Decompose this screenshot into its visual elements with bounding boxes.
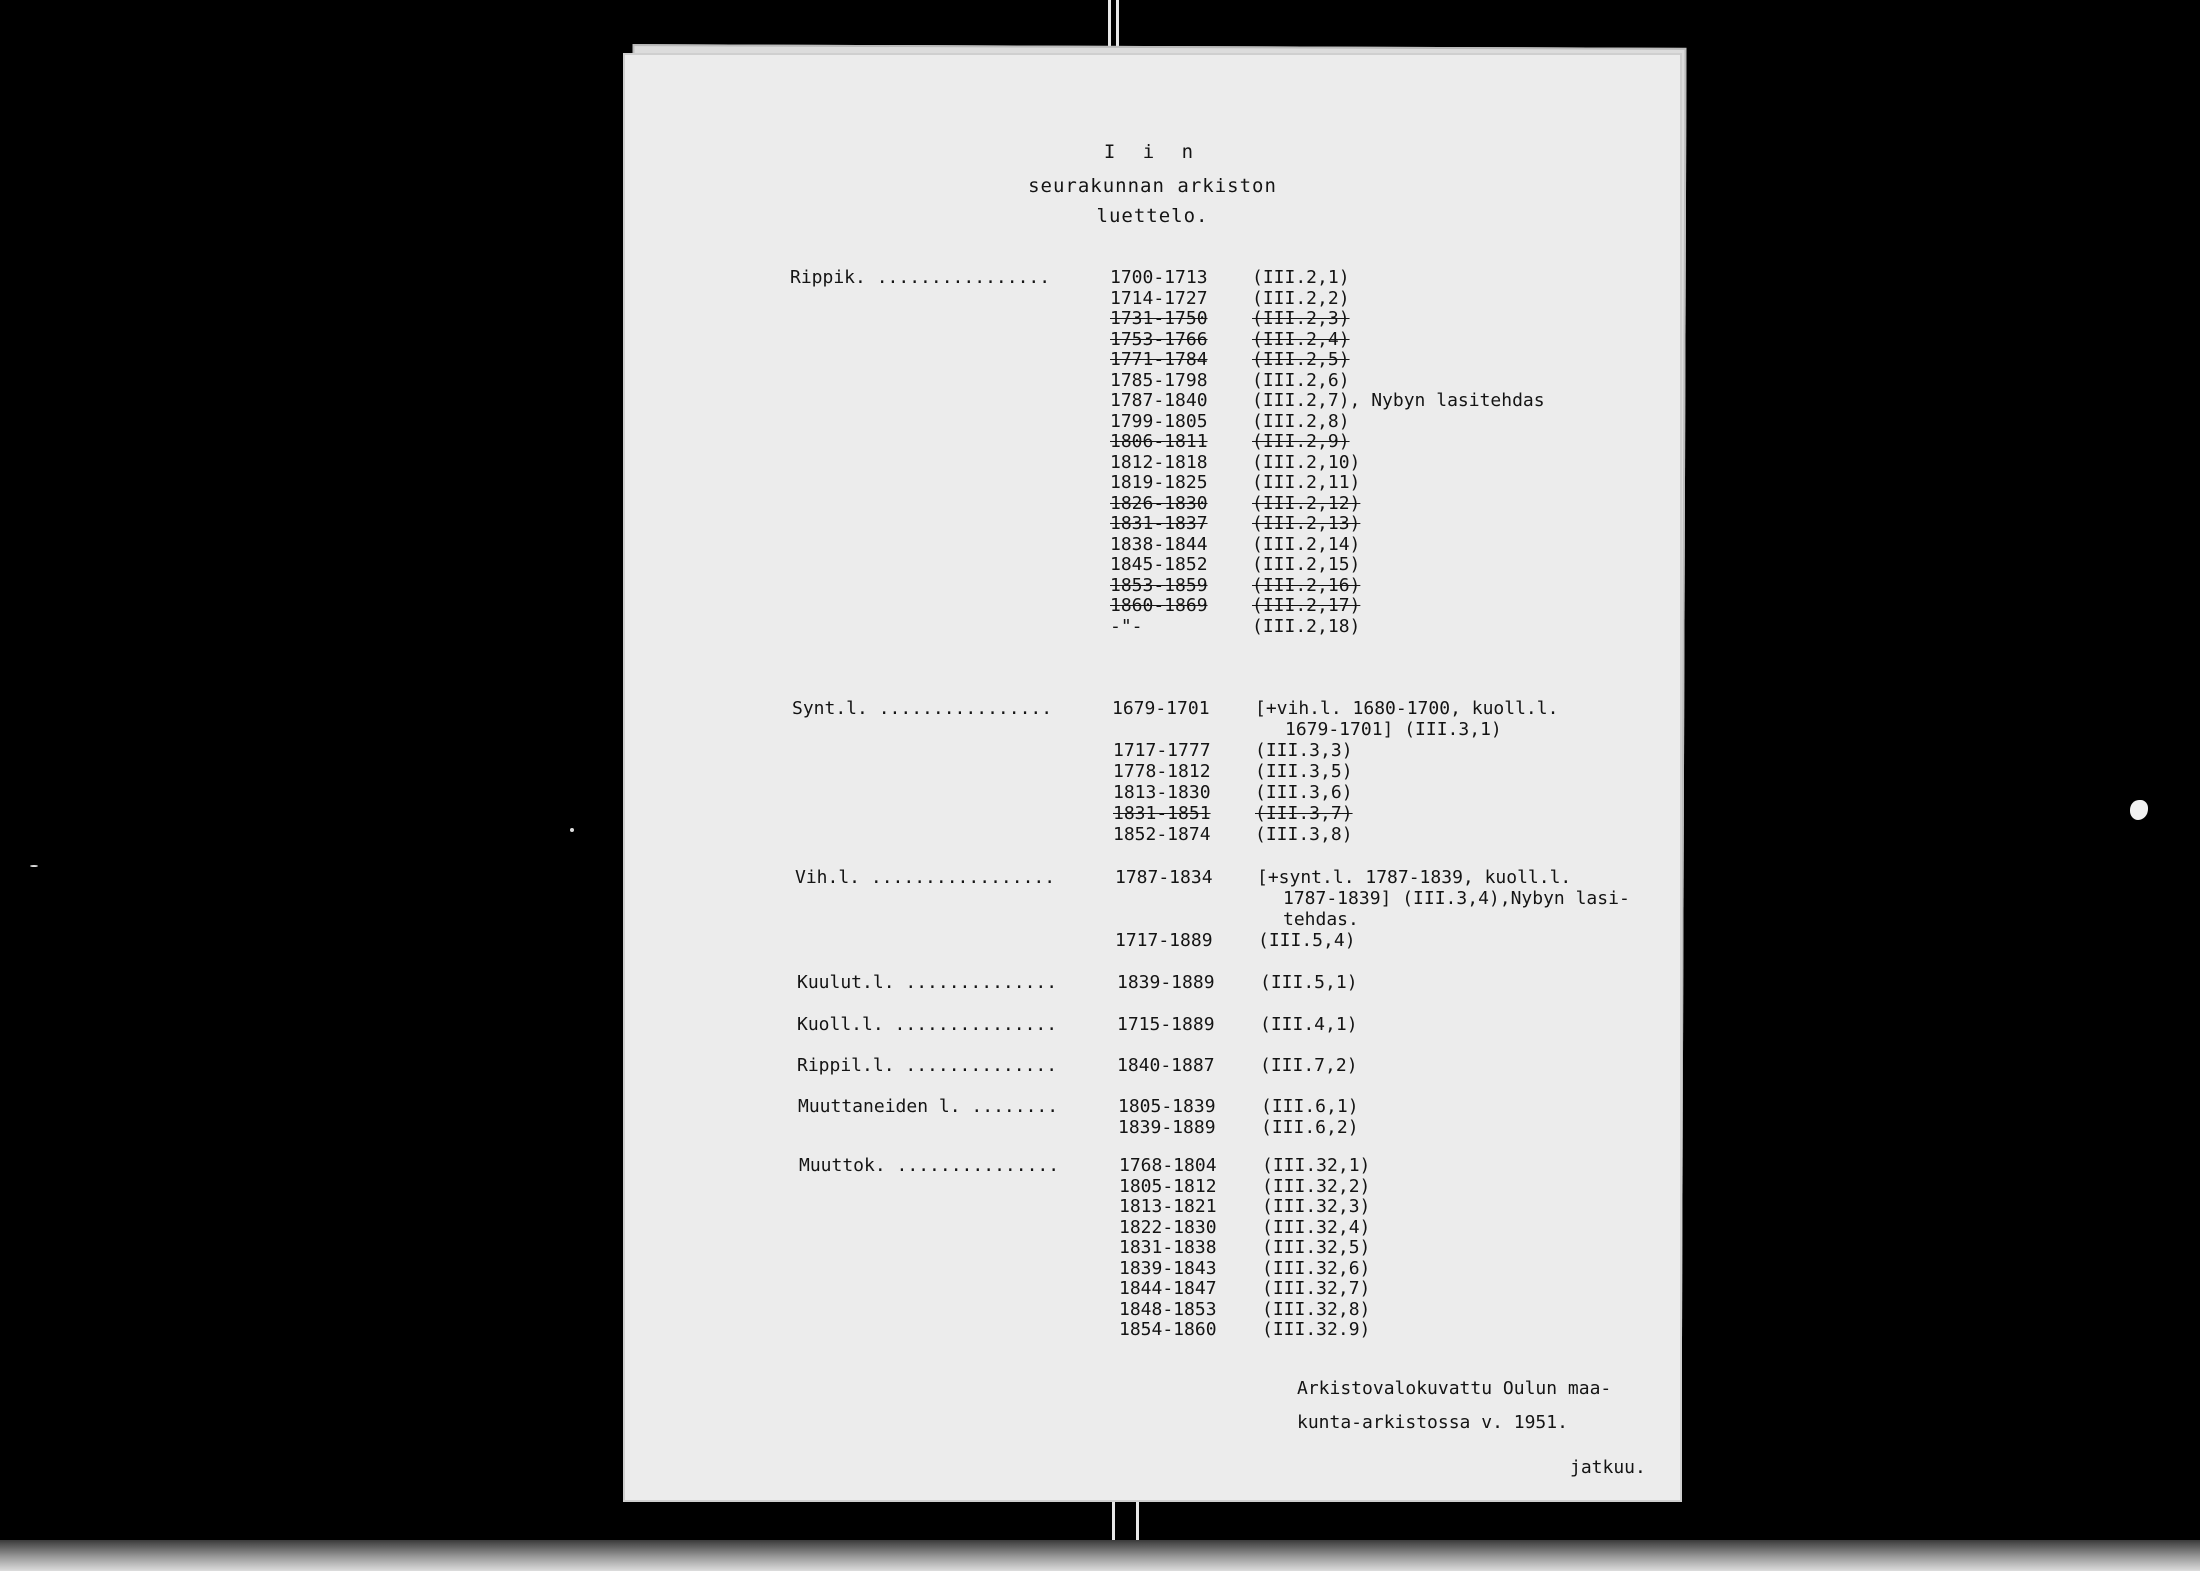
record-reference: (III.32,3) <box>1262 1196 1371 1217</box>
record-years: 1785-1798 <box>1110 369 1208 391</box>
entry-label-rippil: Rippil.l. .............. <box>797 1055 1058 1076</box>
record-reference: (III.2,5) <box>1252 349 1350 370</box>
record-reference: (III.2,3) <box>1252 308 1350 329</box>
record-years: 1812-1818 <box>1110 451 1208 473</box>
record-reference: (III.3,8) <box>1255 824 1353 845</box>
record-reference: (III.32,8) <box>1262 1298 1371 1320</box>
record-reference: (III.32,1) <box>1262 1155 1371 1176</box>
record-years: 1805-1839 <box>1118 1096 1216 1117</box>
entry-label-muuttok: Muuttok. ............... <box>799 1155 1060 1176</box>
record-years: 1778-1812 <box>1113 761 1211 782</box>
synt-ref-line1: [+vih.l. 1680-1700, kuoll.l. <box>1255 698 1559 719</box>
record-years: 1839-1889 <box>1118 1117 1216 1138</box>
document-page <box>625 55 1680 1500</box>
record-years: 1799-1805 <box>1110 410 1208 432</box>
record-reference: (III.3,6) <box>1255 782 1353 803</box>
entry-label-muuttaneiden: Muuttaneiden l. ........ <box>798 1096 1059 1117</box>
film-edge <box>0 1540 2200 1571</box>
kuulut-ref: (III.5,1) <box>1260 972 1358 993</box>
record-reference: (III.6,2) <box>1261 1117 1359 1138</box>
record-years: 1831-1851 <box>1113 803 1211 824</box>
record-years: 1848-1853 <box>1119 1298 1217 1320</box>
record-reference: (III.2,10) <box>1252 451 1361 473</box>
record-reference: (III.2,6) <box>1252 369 1350 391</box>
film-speck <box>570 828 574 832</box>
record-years: 1700-1713 <box>1110 267 1208 288</box>
record-reference: (III.2,18) <box>1252 615 1361 637</box>
record-reference: (III.2,14) <box>1252 533 1361 555</box>
record-years: 1787-1840 <box>1110 390 1208 411</box>
record-reference: (III.32,5) <box>1262 1237 1371 1258</box>
record-reference: (III.2,16) <box>1252 574 1361 596</box>
record-years: 1753-1766 <box>1110 328 1208 350</box>
record-years: 1860-1869 <box>1110 595 1208 616</box>
kuulut-years: 1839-1889 <box>1117 972 1215 993</box>
record-years: 1717-1777 <box>1113 740 1211 761</box>
record-reference: (III.32,4) <box>1262 1216 1371 1238</box>
rippil-years: 1840-1887 <box>1117 1055 1215 1076</box>
title-line2: seurakunnan arkiston <box>1028 175 1277 197</box>
record-reference: (III.2,7), Nybyn lasitehdas <box>1252 390 1545 411</box>
vih-ref-line1: [+synt.l. 1787-1839, kuoll.l. <box>1257 867 1572 888</box>
rippil-ref: (III.7,2) <box>1260 1055 1358 1076</box>
record-reference: (III.2,9) <box>1252 431 1350 452</box>
record-years: 1731-1750 <box>1110 308 1208 329</box>
record-reference: (III.2,17) <box>1252 595 1361 616</box>
record-years: 1853-1859 <box>1110 574 1208 596</box>
entry-label-kuoll: Kuoll.l. ............... <box>797 1014 1058 1035</box>
kuoll-ref: (III.4,1) <box>1260 1014 1358 1035</box>
film-speck <box>30 865 38 867</box>
record-years: 1852-1874 <box>1113 824 1211 845</box>
record-years: 1805-1812 <box>1119 1175 1217 1197</box>
record-years: 1768-1804 <box>1119 1155 1217 1176</box>
record-reference: (III.6,1) <box>1261 1096 1359 1117</box>
record-years: -"- <box>1110 615 1143 637</box>
record-years: 1838-1844 <box>1110 533 1208 555</box>
vih-ref-2: (III.5,4) <box>1258 930 1356 951</box>
record-reference: (III.2,2) <box>1252 287 1350 309</box>
record-reference: (III.2,11) <box>1252 472 1361 493</box>
record-reference: (III.32,6) <box>1262 1257 1371 1279</box>
record-years: 1714-1727 <box>1110 287 1208 309</box>
archive-note-line2: kunta-arkistossa v. 1951. <box>1297 1412 1568 1433</box>
record-years: 1822-1830 <box>1119 1216 1217 1238</box>
record-years: 1813-1821 <box>1119 1196 1217 1217</box>
record-years: 1806-1811 <box>1110 431 1208 452</box>
vih-years-2: 1717-1889 <box>1115 930 1213 951</box>
record-years: 1831-1838 <box>1119 1237 1217 1258</box>
entry-label-synt: Synt.l. ................ <box>792 698 1053 719</box>
title-line1: I i n <box>1103 141 1202 163</box>
film-blot <box>2130 800 2148 820</box>
record-years: 1826-1830 <box>1110 492 1208 514</box>
vih-ref-line2: 1787-1839] (III.3,4),Nybyn lasi- <box>1283 888 1630 909</box>
title-line3: luettelo. <box>1096 205 1209 227</box>
record-years: 1771-1784 <box>1110 349 1208 370</box>
record-reference: (III.2,13) <box>1252 513 1361 534</box>
synt-years: 1679-1701 <box>1112 698 1210 719</box>
record-reference: (III.32.9) <box>1262 1319 1371 1340</box>
synt-ref-line2: 1679-1701] (III.3,1) <box>1285 719 1502 740</box>
record-reference: (III.2,15) <box>1252 554 1361 575</box>
record-reference: (III.2,12) <box>1252 492 1361 514</box>
record-reference: (III.3,5) <box>1255 761 1353 782</box>
record-years: 1854-1860 <box>1119 1319 1217 1340</box>
kuoll-years: 1715-1889 <box>1117 1014 1215 1035</box>
record-reference: (III.3,3) <box>1255 740 1353 761</box>
entry-label-kuulut: Kuulut.l. .............. <box>797 972 1058 993</box>
record-reference: (III.32,2) <box>1262 1175 1371 1197</box>
record-years: 1839-1843 <box>1119 1257 1217 1279</box>
record-reference: (III.2,1) <box>1252 267 1350 288</box>
record-reference: (III.2,4) <box>1252 328 1350 350</box>
record-years: 1845-1852 <box>1110 554 1208 575</box>
vih-years: 1787-1834 <box>1115 867 1213 888</box>
record-years: 1813-1830 <box>1113 782 1211 803</box>
entry-label-vih: Vih.l. ................. <box>795 867 1056 888</box>
entry-label-rippik: Rippik. ................ <box>790 267 1051 288</box>
record-reference: (III.3,7) <box>1255 803 1353 824</box>
vih-ref-line3: tehdas. <box>1283 909 1359 930</box>
record-years: 1844-1847 <box>1119 1278 1217 1299</box>
continues-note: jatkuu. <box>1570 1457 1646 1478</box>
record-reference: (III.2,8) <box>1252 410 1350 432</box>
record-reference: (III.32,7) <box>1262 1278 1371 1299</box>
record-years: 1831-1837 <box>1110 513 1208 534</box>
record-years: 1819-1825 <box>1110 472 1208 493</box>
archive-note-line1: Arkistovalokuvattu Oulun maa- <box>1297 1378 1612 1399</box>
